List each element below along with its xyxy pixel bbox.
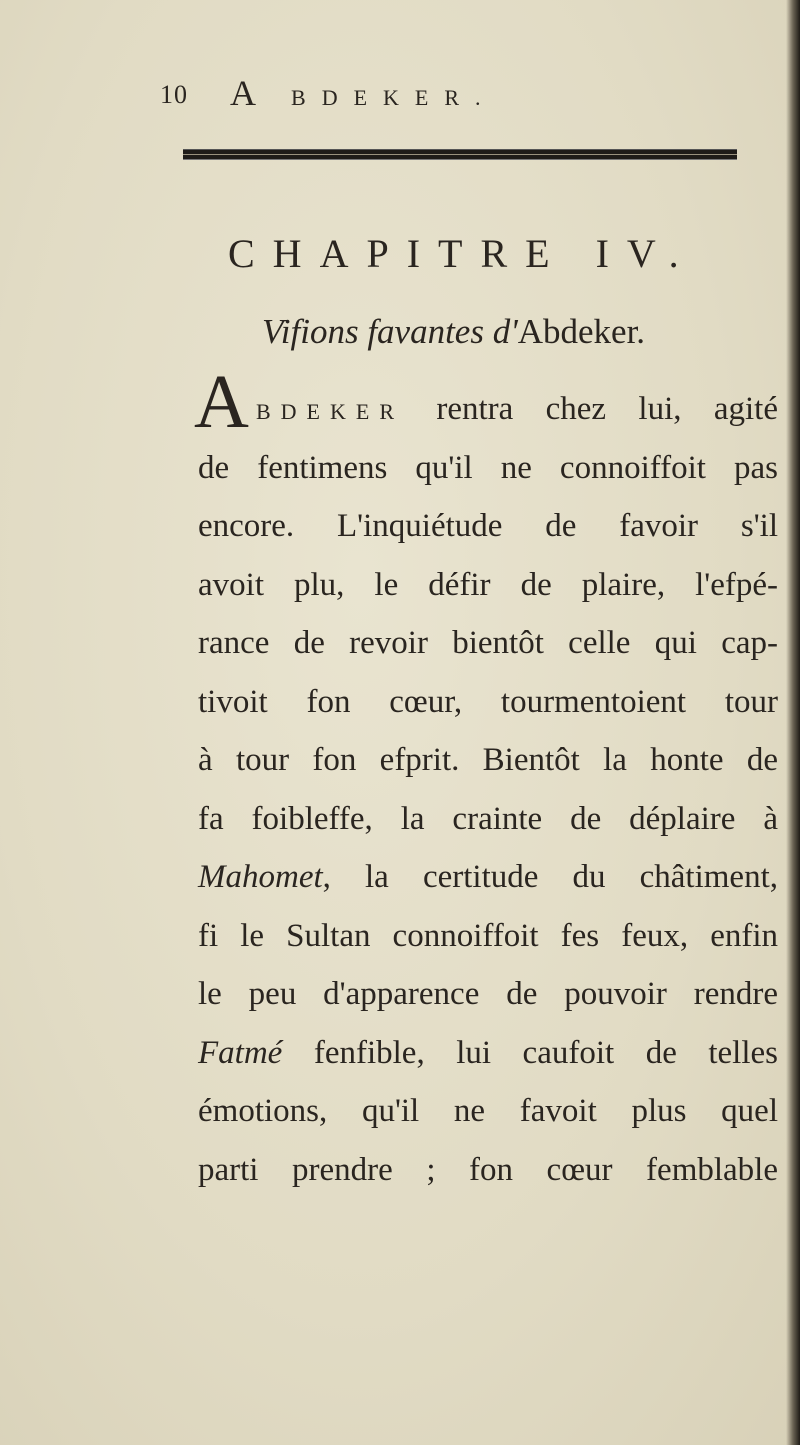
text-line-4: avoit plu, le défir de plaire, l'efpé-: [198, 566, 778, 603]
running-head-rest: BDEKER.: [291, 85, 497, 110]
line-12-rest: fenfible, lui caufoit de telles: [282, 1034, 778, 1071]
small-caps-name: BDEKER: [256, 399, 404, 424]
line-9-rest: , la certitude du châtiment,: [322, 859, 778, 895]
page-edge-shadow: [786, 0, 800, 1445]
text-line-3: encore. L'inquiétude de favoir s'il: [198, 508, 778, 544]
text-line-11: le peu d'apparence de pouvoir rendre: [198, 976, 778, 1012]
body-text: [194, 360, 778, 1199]
text-line-14: parti prendre ; fon cœur femblable: [198, 1151, 778, 1188]
chapter-title: CHAPITRE IV.: [228, 231, 697, 276]
page-number: 10: [160, 80, 188, 109]
line-1-rest: rentra chez lui, agité: [404, 391, 778, 427]
text-line-7: à tour fon efprit. Bientôt la honte de: [198, 742, 778, 778]
text-line-13: émotions, qu'il ne favoit plus quel: [198, 1093, 778, 1129]
subtitle-name: Abdeker.: [517, 312, 646, 351]
running-head: [230, 72, 497, 114]
chapter-subtitle: [262, 312, 645, 352]
text-line-9: [198, 848, 778, 907]
text-line-2: de fentimens qu'il ne connoiffoit pas: [198, 449, 778, 486]
name-fatme: Fatmé: [198, 1034, 283, 1071]
subtitle-d: d': [492, 312, 518, 351]
running-head-initial: A: [230, 73, 269, 113]
ornamental-rule: [183, 150, 737, 159]
text-line-12: [198, 1024, 778, 1083]
text-line-5: rance de revoir bientôt celle qui cap-: [198, 625, 778, 661]
page-header: [160, 72, 680, 122]
drop-cap: A: [194, 360, 249, 444]
subtitle-italic: Vifions favantes: [262, 312, 484, 351]
name-mahomet: Mahomet: [198, 859, 323, 895]
text-line-8: fa foibleffe, la crainte de déplaire à: [198, 800, 778, 837]
text-line-1: [194, 360, 778, 444]
text-line-10: fi le Sultan connoiffoit fes feux, enfin: [198, 917, 778, 954]
text-line-6: tivoit fon cœur, tourmentoient tour: [198, 683, 778, 720]
